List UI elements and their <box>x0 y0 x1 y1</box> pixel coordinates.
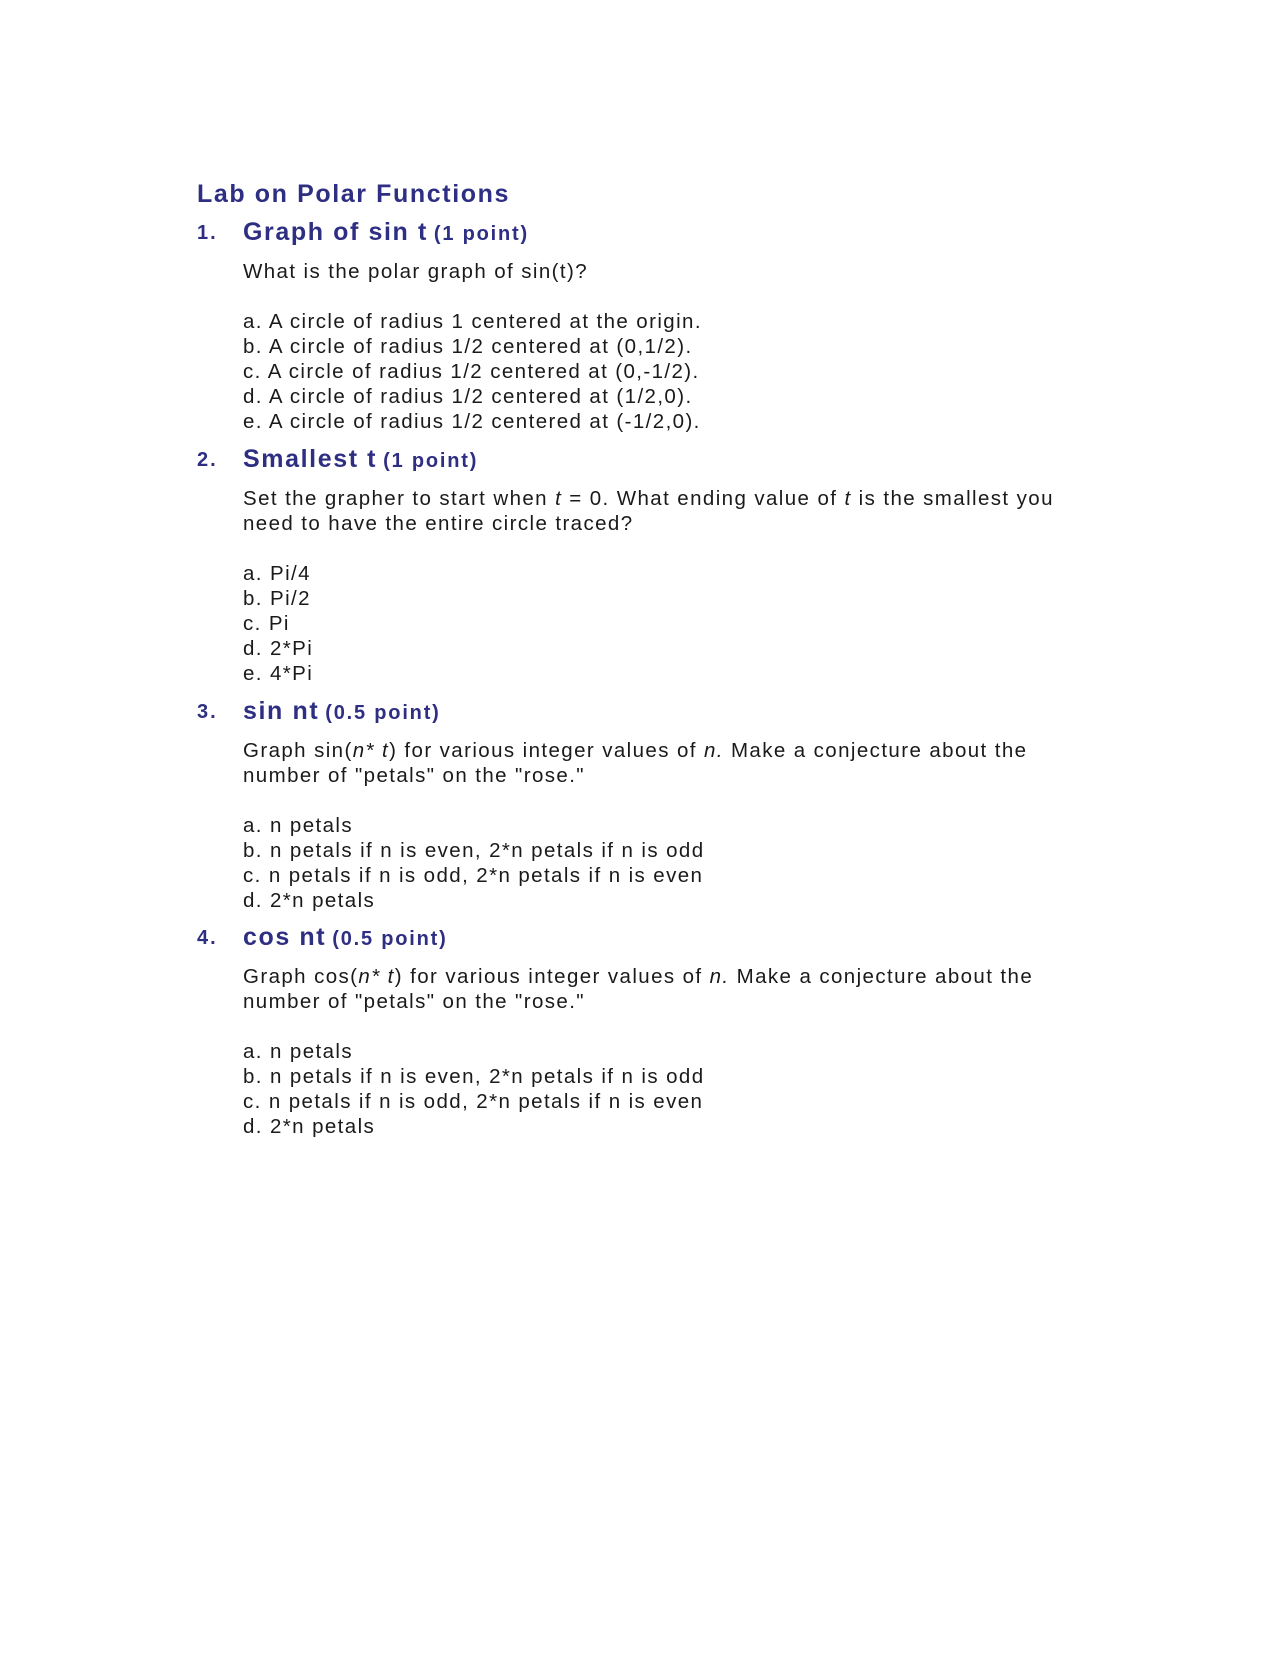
choice-item: d. 2*n petals <box>243 889 376 912</box>
choice-item: c. A circle of radius 1/2 centered at (0,-1/2). <box>243 360 700 383</box>
question-points: (0.5 point) <box>332 928 448 950</box>
choice-item: d. A circle of radius 1/2 centered at (1/2,0). <box>243 385 693 408</box>
question-title <box>243 923 448 952</box>
question-3 <box>197 697 1097 913</box>
prompt-variable: n. <box>703 739 724 762</box>
prompt-variable: n* t <box>358 965 395 988</box>
choice-item: e. A circle of radius 1/2 centered at (-1/2,0). <box>243 410 701 433</box>
prompt-variable: t <box>844 487 852 510</box>
choice-list <box>243 813 1097 913</box>
question-prompt <box>243 259 1097 284</box>
prompt-variable: t <box>555 487 563 510</box>
question-title-text: Graph of sin t <box>243 218 428 246</box>
choice-item: a. Pi/4 <box>243 562 311 585</box>
question-title-text: cos nt <box>243 923 327 951</box>
choice-item: a. n petals <box>243 814 353 837</box>
choice-item: c. Pi <box>243 612 290 635</box>
choice-item: b. A circle of radius 1/2 centered at (0,1/2). <box>243 335 693 358</box>
prompt-text: Make a conjecture about the number of "petals" on the "rose." <box>243 739 1028 787</box>
prompt-text: ) for various integer values of <box>394 965 710 988</box>
question-1 <box>197 218 1097 434</box>
choice-list <box>243 1039 1097 1139</box>
choice-item: b. Pi/2 <box>243 587 311 610</box>
question-2 <box>197 445 1097 686</box>
question-title <box>243 445 478 474</box>
question-title <box>243 218 529 247</box>
question-title <box>243 697 441 726</box>
choice-item: d. 2*n petals <box>243 1115 376 1138</box>
page-title: Lab on Polar Functions <box>197 180 510 208</box>
question-heading <box>197 923 1097 957</box>
choice-list <box>243 561 1097 686</box>
choice-item: a. n petals <box>243 1040 353 1063</box>
choice-item: e. 4*Pi <box>243 662 314 685</box>
question-prompt <box>243 486 1097 536</box>
prompt-text: What is the polar graph of sin(t)? <box>243 260 588 283</box>
question-points: (1 point) <box>433 223 529 245</box>
question-prompt <box>243 964 1097 1014</box>
question-number: 1. <box>197 222 218 244</box>
question-heading <box>197 445 1097 479</box>
choice-item: d. 2*Pi <box>243 637 314 660</box>
question-number: 3. <box>197 701 218 723</box>
question-title-text: sin nt <box>243 697 320 725</box>
prompt-text: is the smallest you need to have the entire circle traced? <box>243 487 1054 535</box>
question-body <box>243 486 1097 686</box>
prompt-text: ) for various integer values of <box>389 739 704 762</box>
question-body <box>243 259 1097 434</box>
prompt-text: Graph sin( <box>243 739 353 762</box>
prompt-text: = 0. What ending value of <box>562 487 845 510</box>
question-body <box>243 738 1097 913</box>
question-number: 4. <box>197 927 218 949</box>
prompt-text: Make a conjecture about the number of "petals" on the "rose." <box>243 965 1034 1013</box>
question-points: (1 point) <box>383 450 479 472</box>
question-heading <box>197 697 1097 731</box>
question-number: 2. <box>197 449 218 471</box>
choice-item: b. n petals if n is even, 2*n petals if n is odd <box>243 1065 705 1088</box>
prompt-variable: n* t <box>352 739 390 762</box>
prompt-text: Graph cos( <box>243 965 359 988</box>
choice-item: c. n petals if n is odd, 2*n petals if n is even <box>243 1090 704 1113</box>
question-4 <box>197 923 1097 1139</box>
question-heading <box>197 218 1097 252</box>
prompt-text: Set the grapher to start when <box>243 487 556 510</box>
choice-item: b. n petals if n is even, 2*n petals if n is odd <box>243 839 705 862</box>
choice-item: a. A circle of radius 1 centered at the origin. <box>243 310 702 333</box>
choice-list <box>243 309 1097 434</box>
prompt-variable: n. <box>709 965 730 988</box>
choice-item: c. n petals if n is odd, 2*n petals if n is even <box>243 864 704 887</box>
question-points: (0.5 point) <box>325 702 441 724</box>
question-body <box>243 964 1097 1139</box>
question-title-text: Smallest t <box>243 445 378 473</box>
question-prompt <box>243 738 1097 788</box>
